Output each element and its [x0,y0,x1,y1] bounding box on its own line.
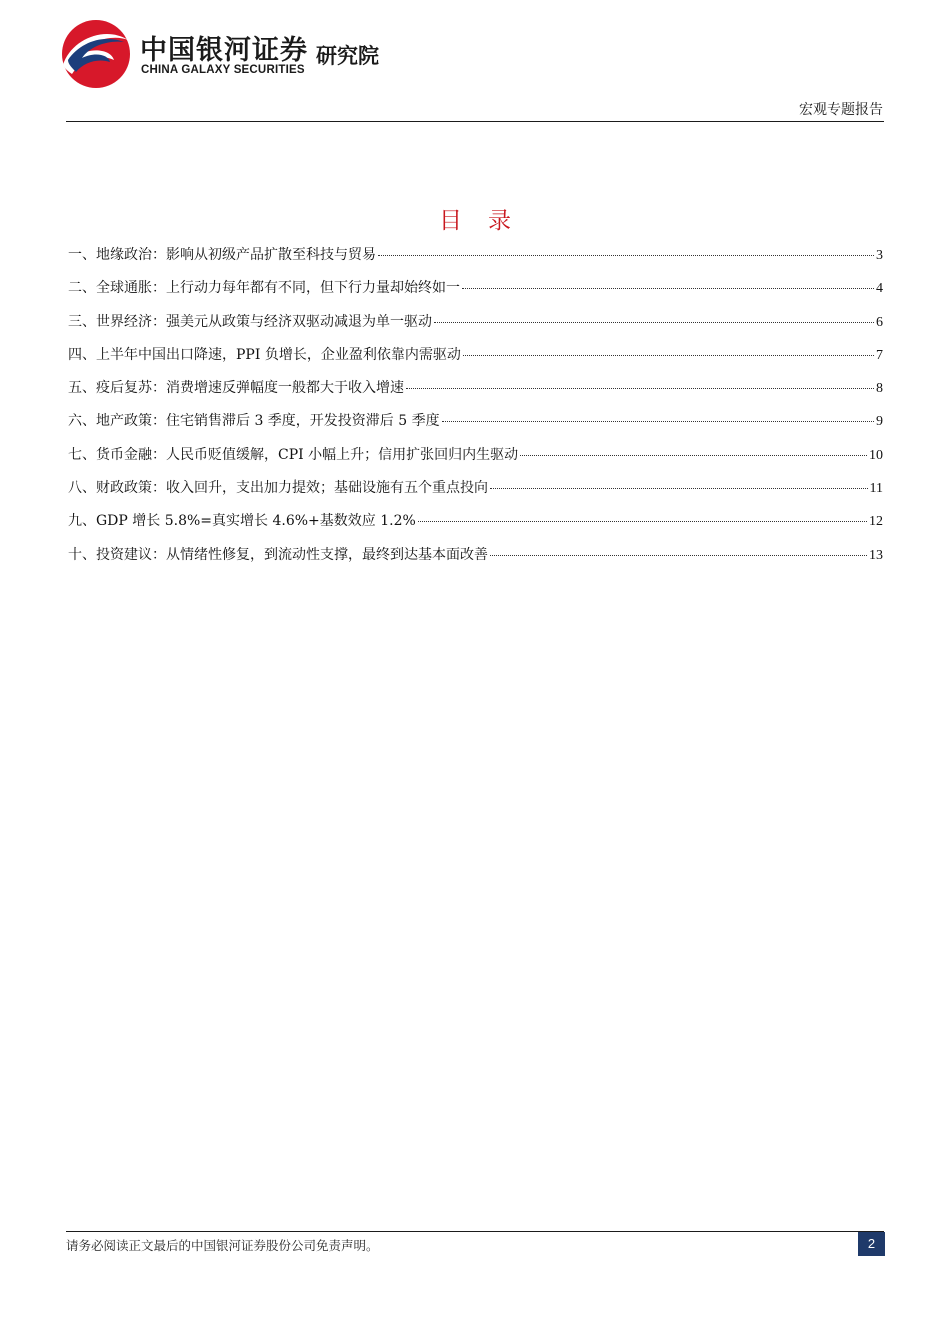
toc-entry-page: 6 [876,314,883,330]
toc-title: 目录 [439,208,537,234]
table-of-contents [68,244,883,577]
toc-entry[interactable] [68,277,883,310]
toc-dot-leader [442,420,874,422]
logo-english-name: CHINA GALAXY SECURITIES [141,64,305,76]
toc-entry-label: 三、世界经济：强美元从政策与经济双驱动减退为单一驱动 [68,313,432,330]
toc-entry-label: 十、投资建议：从情绪性修复，到流动性支撑，最终到达基本面改善 [68,546,488,563]
toc-entry-page: 10 [869,447,883,463]
toc-dot-leader [490,487,868,489]
toc-dot-leader [462,287,874,289]
toc-dot-leader [463,354,874,356]
toc-entry-page: 13 [869,547,883,563]
toc-entry-label: 四、上半年中国出口降速，PPI 负增长，企业盈利依靠内需驱动 [68,346,461,363]
toc-dot-leader [378,254,874,256]
report-type-label: 宏观专题报告 [799,102,883,118]
toc-entry-page: 4 [876,281,883,297]
toc-dot-leader [406,387,874,389]
galaxy-logo-icon [44,18,134,92]
toc-dot-leader [418,520,867,522]
footer-divider [66,1231,884,1232]
header-divider [66,121,884,122]
toc-entry-label: 五、疫后复苏：消费增速反弹幅度一般都大于收入增速 [68,380,404,397]
toc-entry-page: 11 [869,481,883,497]
company-logo [44,18,408,92]
toc-entry-page: 7 [876,347,883,363]
toc-entry[interactable] [68,344,883,377]
toc-entry-label: 六、地产政策：住宅销售滞后 3 季度，开发投资滞后 5 季度 [68,413,440,430]
toc-entry[interactable] [68,477,883,510]
toc-entry[interactable] [68,244,883,277]
toc-dot-leader [520,454,867,456]
toc-entry[interactable] [68,444,883,477]
toc-entry-label: 二、全球通胀：上行动力每年都有不同，但下行力量却始终如一 [68,280,460,297]
toc-dot-leader [490,554,867,556]
toc-entry[interactable] [68,311,883,344]
toc-entry[interactable] [68,410,883,443]
toc-entry-page: 9 [876,414,883,430]
footer-disclaimer: 请务必阅读正文最后的中国银河证券股份公司免责声明。 [66,1238,379,1253]
toc-entry-label: 七、货币金融：人民币贬值缓解，CPI 小幅上升；信用扩张回归内生驱动 [68,446,519,463]
logo-chinese-name: 中国银河证券 [140,35,308,66]
toc-entry[interactable] [68,377,883,410]
toc-entry-label: 一、地缘政治：影响从初级产品扩散至科技与贸易 [68,247,376,263]
toc-entry-label: 八、财政政策：收入回升，支出加力提效；基础设施有五个重点投向 [68,480,488,497]
toc-entry-label: 九、GDP 增长 5.8%=真实增长 4.6%+基数效应 1.2% [68,513,416,530]
toc-dot-leader [434,321,874,323]
toc-entry[interactable] [68,544,883,577]
toc-entry-page: 8 [876,381,883,397]
logo-institute-label: 研究院 [316,44,379,68]
toc-entry-page: 12 [869,514,883,530]
page-number-badge: 2 [858,1232,885,1256]
toc-entry-page: 3 [876,248,883,263]
toc-entry[interactable] [68,510,883,543]
